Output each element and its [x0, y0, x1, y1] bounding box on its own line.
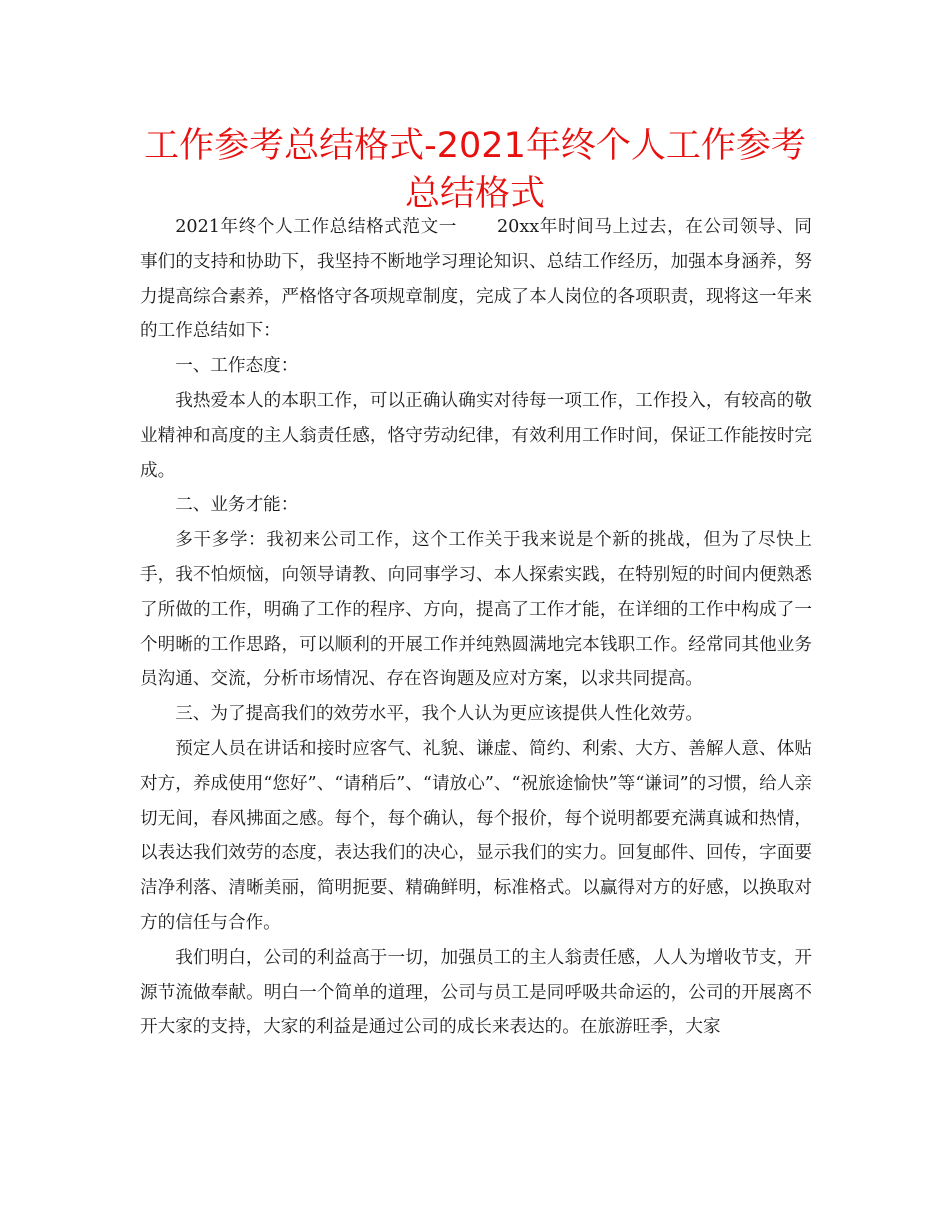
section-heading-attitude: 一、工作态度： — [175, 356, 299, 377]
section-heading-service: 三、为了提高我们的效劳水平，我个人认为更应该提供人性化效劳。 — [175, 704, 704, 725]
document-title: 工作参考总结格式-2021年终个人工作参考总结格式 — [144, 126, 806, 214]
paragraph-service: 预定人员在讲话和接时应客气、礼貌、谦虚、简约、利索、大方、善解人意、体贴对方，养成使用“您好”、“请稍后”、“请放心”、“祝旅途愉快”等“谦词”的习惯，给人亲切无间，春风拂面之感。每个，每个确认，每个报价，每个说明都要充满真诚和热情，以表达我们效劳的态度，表达我们的决心，显示我们的实力。回复邮件、回传，字面要洁净利落、清晰美丽，简明扼要、精确鲜明，标准格式。以赢得对方的好感，以换取对方的信任与合作。 — [140, 738, 812, 933]
paragraph-intro — [140, 210, 812, 349]
intro-lead: 2021年终个人工作总结格式范文一 — [175, 217, 457, 237]
document-body — [140, 210, 812, 1045]
paragraph-ability: 多干多学：我初来公司工作，这个工作关于我来说是个新的挑战，但为了尽快上手，我不怕烦恼，向领导请教、向同事学习、本人探索实践，在特别短的时间内便熟悉了所做的工作，明确了工作的程序、方向，提高了工作才能，在详细的工作中构成了一个明晰的工作思路，可以顺利的开展工作并纯熟圆满地完本钱职工作。经常同其他业务员沟通、交流，分析市场情况、存在咨询题及应对方案，以求共同提高。 — [140, 530, 812, 690]
section-heading-ability: 二、业务才能： — [175, 495, 299, 516]
paragraph-attitude: 我热爱本人的本职工作，可以正确认确实对待每一项工作，工作投入，有较高的敬业精神和高度的主人翁责任感，恪守劳动纪律，有效利用工作时间，保证工作能按时完成。 — [140, 390, 812, 481]
intro-text: 20xx年时间马上过去，在公司领导、同事们的支持和协助下，我坚持不断地学习理论知识、总结工作经历，加强本身涵养，努力提高综合素养，严格恪守各项规章制度，完成了本人岗位的各项职责，现将这一年来的工作总结如下： — [140, 217, 813, 342]
paragraph-company-interest: 我们明白，公司的利益高于一切，加强员工的主人翁责任感，人人为增收节支，开源节流做奉献。明白一个简单的道理，公司与员工是同呼吸共命运的，公司的开展离不开大家的支持，大家的利益是通过公司的成长来表达的。在旅游旺季，大家 — [140, 947, 812, 1038]
